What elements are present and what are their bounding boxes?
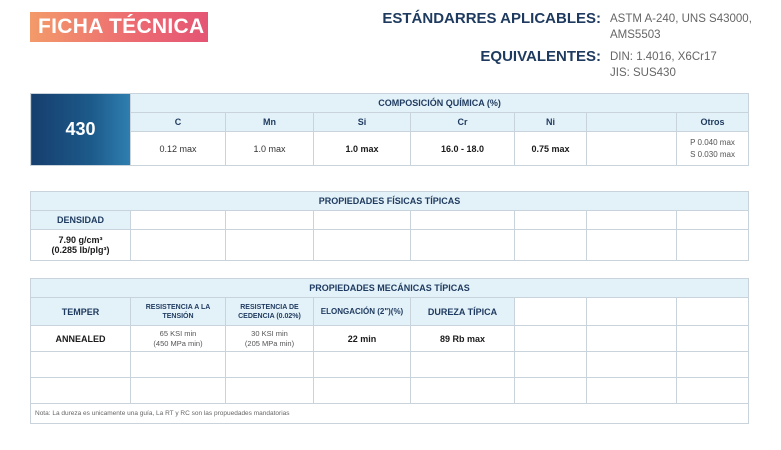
equivalents-value-line2: JIS: SUS430: [610, 67, 676, 79]
physical-title: PROPIEDADES FÍSICAS TÍPICAS: [31, 192, 749, 211]
empty-cell: [411, 211, 515, 230]
empty-cell: [677, 211, 749, 230]
value-si: 1.0 max: [314, 132, 411, 166]
mechanical-title: PROPIEDADES MECÁNICAS TÍPICAS: [31, 279, 749, 298]
col-header-yield: [226, 298, 314, 326]
empty-cell: [677, 378, 749, 404]
yield-header-line1: RESISTENCIA DE: [240, 303, 299, 311]
empty-cell: [31, 352, 131, 378]
empty-cell: [131, 352, 226, 378]
otros-line2: S 0.030 max: [690, 149, 735, 159]
tensile-value-line2: (450 MPa min): [153, 338, 203, 348]
empty-cell: [411, 352, 515, 378]
standards-value-line2: AMS5503: [610, 29, 661, 41]
empty-cell: [314, 230, 411, 261]
density-label: DENSIDAD: [31, 211, 131, 230]
yield-value: [226, 326, 314, 352]
yield-header-line2: CEDENCIA (0.02%): [238, 312, 301, 320]
empty-cell: [131, 378, 226, 404]
value-otros: [677, 132, 749, 166]
tensile-value-line1: 65 KSI min: [159, 328, 197, 338]
tensile-header-line1: RESISTENCIA A LA: [145, 303, 211, 311]
col-header-mn: Mn: [226, 113, 314, 132]
standards-value-line1: ASTM A-240, UNS S43000,: [610, 13, 752, 25]
empty-cell: [587, 211, 677, 230]
composition-table: [30, 93, 749, 166]
col-header-elongation: ELONGACIÓN (2")(%): [314, 298, 411, 326]
value-cr: 16.0 - 18.0: [411, 132, 515, 166]
empty-cell: [677, 352, 749, 378]
physical-table: [30, 191, 749, 261]
standards-label: ESTÁNDARRES APLICABLES:: [382, 10, 601, 27]
elongation-value: 22 min: [314, 326, 411, 352]
empty-cell: [131, 230, 226, 261]
empty-cell: [314, 352, 411, 378]
density-value-line1: 7.90 g/cm³: [58, 235, 103, 245]
empty-cell: [515, 298, 587, 326]
empty-cell: [31, 378, 131, 404]
value-blank: [587, 132, 677, 166]
tensile-value: [131, 326, 226, 352]
col-header-cr: Cr: [411, 113, 515, 132]
empty-cell: [226, 378, 314, 404]
col-header-hardness: DUREZA TÍPICA: [411, 298, 515, 326]
value-ni: 0.75 max: [515, 132, 587, 166]
empty-cell: [677, 326, 749, 352]
col-header-si: Si: [314, 113, 411, 132]
empty-cell: [226, 211, 314, 230]
value-c: 0.12 max: [131, 132, 226, 166]
empty-cell: [515, 352, 587, 378]
col-header-tensile: [131, 298, 226, 326]
empty-cell: [587, 352, 677, 378]
empty-cell: [515, 230, 587, 261]
empty-cell: [314, 211, 411, 230]
equivalents-label: EQUIVALENTES:: [480, 48, 601, 65]
empty-cell: [314, 378, 411, 404]
otros-line1: P 0.040 max: [690, 137, 735, 147]
empty-cell: [515, 326, 587, 352]
empty-cell: [515, 378, 587, 404]
empty-cell: [677, 230, 749, 261]
empty-cell: [587, 378, 677, 404]
page-title: FICHA TÉCNICA: [30, 12, 208, 42]
col-header-c: C: [131, 113, 226, 132]
equivalents-value-line1: DIN: 1.4016, X6Cr17: [610, 51, 717, 63]
value-mn: 1.0 max: [226, 132, 314, 166]
empty-cell: [587, 230, 677, 261]
temper-value: ANNEALED: [31, 326, 131, 352]
empty-cell: [131, 211, 226, 230]
empty-cell: [587, 298, 677, 326]
empty-cell: [411, 230, 515, 261]
yield-value-line1: 30 KSI min: [251, 328, 288, 338]
footnote: Nota: La dureza es unicamente una guía, La RT y RC son las propuedades mandatorias: [31, 404, 749, 424]
col-header-otros: Otros: [677, 113, 749, 132]
col-header-ni: Ni: [515, 113, 587, 132]
hardness-value: 89 Rb max: [411, 326, 515, 352]
mechanical-table: [30, 278, 749, 424]
empty-cell: [226, 352, 314, 378]
empty-cell: [226, 230, 314, 261]
empty-cell: [515, 211, 587, 230]
density-value-line2: (0.285 lb/plg³): [51, 245, 110, 255]
composition-title: COMPOSICIÓN QUÍMICA (%): [131, 94, 749, 113]
yield-value-line2: (205 MPa min): [244, 338, 295, 348]
tensile-header-line2: TENSIÓN: [162, 312, 194, 320]
empty-cell: [411, 378, 515, 404]
grade-badge: 430: [31, 94, 131, 166]
col-header-temper: TEMPER: [31, 298, 131, 326]
col-header-blank: [587, 113, 677, 132]
empty-cell: [587, 326, 677, 352]
density-value: [31, 230, 131, 261]
empty-cell: [677, 298, 749, 326]
